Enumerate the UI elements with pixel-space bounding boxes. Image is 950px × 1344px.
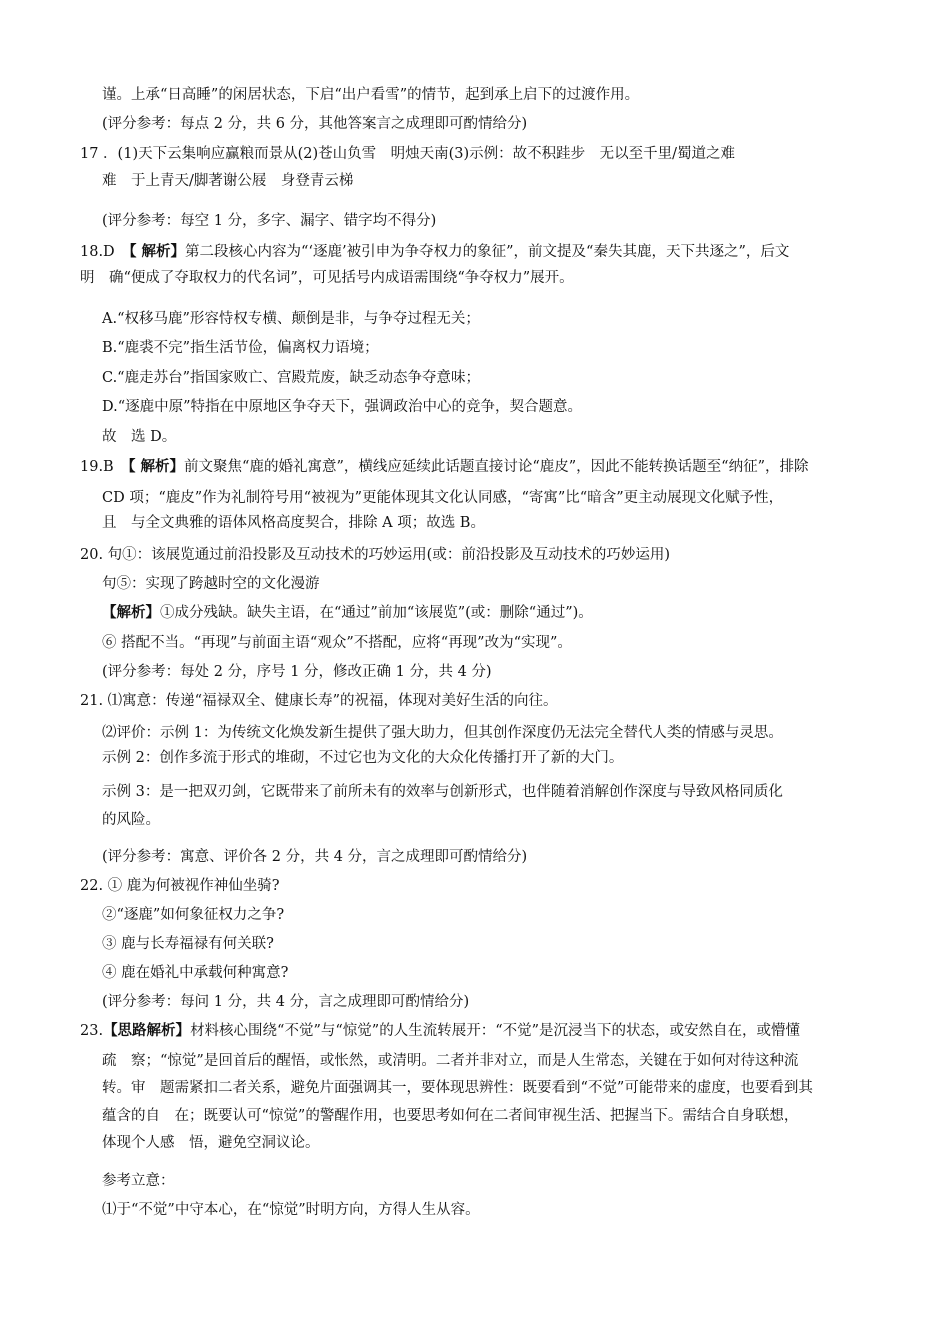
text-line: ⑵评价：示例 1：为传统文化焕发新生提供了强大助力，但其创作深度仍无法完全替代人类的情感与灵思。 bbox=[102, 725, 783, 741]
answer-18 bbox=[80, 241, 789, 263]
option-c: C.“鹿走苏台”指国家败亡、宫殿荒废，缺乏动态争夺意味； bbox=[102, 370, 481, 386]
answer-21: 21. ⑴寓意：传递“福禄双全、健康长寿”的祝福，体现对美好生活的向往。 bbox=[80, 693, 558, 709]
text-line: 示例 2：创作多流于形式的堆砌，不过它也为文化的大众化传播打开了新的大门。 bbox=[102, 750, 624, 766]
text-line: 体现个人感 悟，避免空洞议论。 bbox=[102, 1135, 320, 1151]
conclusion: 故 选 D。 bbox=[102, 429, 177, 445]
answer-17: 17 ．(1)天下云集响应赢粮而景从(2)苍山负雪 明烛天南(3)示例：故不积跬步 无以至千里/蜀道之难 bbox=[80, 146, 736, 162]
question-number: 19.B bbox=[80, 459, 129, 475]
analysis-text: 前文聚焦“鹿的婚礼寓意”，横线应延续此话题直接讨论“鹿皮”，因此不能转换话题至“纳征”，排除 bbox=[184, 459, 809, 475]
text-line: 且 与全文典雅的语体风格高度契合，排除 A 项；故选 B。 bbox=[102, 515, 485, 531]
option-a: A.“权移马鹿”形容恃权专横、颠倒是非，与争夺过程无关； bbox=[102, 311, 480, 327]
text-line: CD 项；“鹿皮”作为礼制符号用“被视为”更能体现其文化认同感，“寄寓”比“暗含”更主动展现文化赋予性， bbox=[102, 490, 784, 506]
scoring-note: (评分参考：每点 2 分，共 6 分，其他答案言之成理即可酌情给分) bbox=[102, 116, 528, 132]
text-line: ②“逐鹿”如何象征权力之争? bbox=[102, 907, 285, 923]
option-d: D.“逐鹿中原”特指在中原地区争夺天下，强调政治中心的竞争，契合题意。 bbox=[102, 399, 583, 415]
scoring-note: (评分参考：每问 1 分，共 4 分，言之成理即可酌情给分) bbox=[102, 994, 470, 1010]
text-line: 示例 3：是一把双刃剑，它既带来了前所未有的效率与创新形式，也伴随着消解创作深度与导致风格同质化 bbox=[102, 784, 783, 800]
text-line: 明 确“便成了夺取权力的代名词”，可见括号内成语需围绕“争夺权力”展开。 bbox=[80, 270, 574, 286]
analysis-line bbox=[102, 602, 593, 624]
text-line: ③ 鹿与长寿福禄有何关联? bbox=[102, 936, 274, 952]
option-b: B.“鹿裘不完”指生活节俭，偏离权力语境； bbox=[102, 340, 379, 356]
text-line: 句⑤：实现了跨越时空的文化漫游 bbox=[102, 576, 320, 592]
analysis-tag: 【思路解析】 bbox=[103, 1022, 191, 1039]
question-number: 18.D bbox=[80, 244, 130, 260]
answer-22: 22. ① 鹿为何被视作神仙坐骑? bbox=[80, 878, 280, 894]
text-line: 疏 察；“惊觉”是回首后的醒悟，或怅然，或清明。二者并非对立，而是人生常态，关键在于如何对待这种流 bbox=[102, 1053, 799, 1069]
question-number: 23. bbox=[80, 1023, 104, 1039]
text-line: 难 于上青天/脚著谢公屐 身登青云梯 bbox=[102, 173, 354, 189]
scoring-note: (评分参考：每处 2 分，序号 1 分，修改正确 1 分，共 4 分) bbox=[102, 664, 492, 680]
scoring-note: (评分参考：寓意、评价各 2 分，共 4 分，言之成理即可酌情给分) bbox=[102, 849, 528, 865]
answer-20: 20. 句①：该展览通过前沿投影及互动技术的巧妙运用(或：前沿投影及互动技术的巧妙运用) bbox=[80, 547, 670, 563]
text-line: 谨。上承“日高睡”的闲居状态，下启“出户看雪”的情节，起到承上启下的过渡作用。 bbox=[102, 87, 640, 103]
answer-23 bbox=[80, 1020, 800, 1042]
text-line: ⑴于“不觉”中守本心，在“惊觉”时明方向，方得人生从容。 bbox=[102, 1202, 480, 1218]
answer-19 bbox=[80, 456, 809, 478]
analysis-tag: 【解析】 bbox=[102, 604, 160, 621]
analysis-tag: 【 解析】 bbox=[129, 243, 185, 260]
scoring-note: (评分参考：每空 1 分，多字、漏字、错字均不得分) bbox=[102, 213, 437, 229]
analysis-text: ①成分残缺。缺失主语，在“通过”前加“该展览”(或：删除“通过”)。 bbox=[160, 605, 593, 621]
text-line: 蕴含的自 在；既要认可“惊觉”的警醒作用，也要思考如何在二者间审视生活、把握当下。需结合自身联想， bbox=[102, 1108, 799, 1124]
text-line: 的风险。 bbox=[102, 812, 160, 828]
analysis-tag: 【 解析】 bbox=[128, 458, 185, 475]
analysis-text: 第二段核心内容为“‘逐鹿’被引申为争夺权力的象征”，前文提及“秦失其鹿，天下共逐之”，后文 bbox=[185, 244, 790, 260]
reference-heading: 参考立意： bbox=[102, 1173, 175, 1189]
text-line: ④ 鹿在婚礼中承载何种寓意? bbox=[102, 965, 289, 981]
analysis-text: 材料核心围绕“不觉”与“惊觉”的人生流转展开：“不觉”是沉浸当下的状态，或安然自在，或懵懂 bbox=[190, 1023, 801, 1039]
text-line: ⑥ 搭配不当。“再现”与前面主语“观众”不搭配，应将“再现”改为“实现”。 bbox=[102, 635, 572, 651]
text-line: 转。审 题需紧扣二者关系，避免片面强调其一，要体现思辨性：既要看到“不觉”可能带来的虚度，也要看到其 bbox=[102, 1080, 813, 1096]
